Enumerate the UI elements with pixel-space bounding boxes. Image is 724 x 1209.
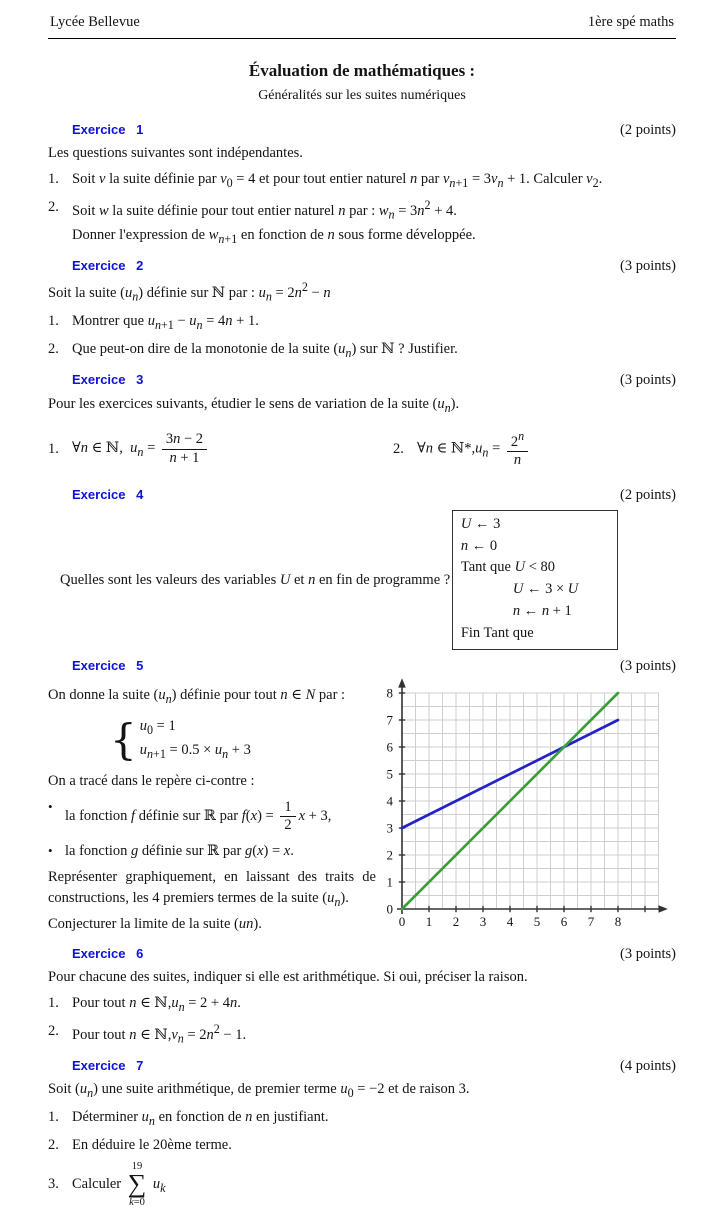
exercise-5-intro: On donne la suite $(u_n)$ définie pour tout n ∈ N par : <box>48 687 346 706</box>
item-formula: ∀n ∈ ℕ, $u_n$ = $\frac{3n - 2}{n + 1}$ <box>72 429 210 469</box>
exercise-5-label: Exercice 5 <box>72 658 144 674</box>
item-number: 1. <box>48 440 59 457</box>
document-subtitle: Généralités sur les suites numériques <box>258 87 466 103</box>
bullet-text: la fonction g définie sur ℝ par g(x) = x. <box>65 843 294 860</box>
exercise-3-points: (3 points) <box>620 372 676 389</box>
item-text: Soit v la suite définie par $v_0 = 4$ et pour tout entier naturel n par $v_{n+1} = 3v_n + 1$. Calculer $v_2$. <box>72 170 603 190</box>
exercise-6-points: (3 points) <box>620 945 676 962</box>
exercise-2-label: Exercice 2 <box>72 257 144 273</box>
bullet-icon: • <box>48 798 53 814</box>
exercise-7-points: (4 points) <box>620 1057 676 1074</box>
exercise-1-item-2b: Donner l'expression de $w_{n+1}$ en fonction de n sous forme développée. <box>72 226 476 246</box>
algorithm-line: n ← 0 <box>460 537 498 554</box>
exercise-7-item-1 <box>48 1107 676 1130</box>
item-number: 2. <box>48 1137 59 1154</box>
item-text: Pour tout n ∈ $ℕ,u_n = 2 + 4n$. <box>72 994 241 1014</box>
svg-text:7: 7 <box>386 712 393 728</box>
page-header <box>48 10 676 39</box>
exercise-1-label: Exercice 1 <box>72 121 144 137</box>
item-text: Déterminer $u_n$ en fonction de n en justifiant. <box>72 1109 329 1129</box>
svg-text:3: 3 <box>479 914 487 930</box>
exercise-2-heading <box>48 256 676 277</box>
svg-text:0: 0 <box>398 914 406 930</box>
exercise-2-item-1 <box>48 311 676 334</box>
exercise-6-heading <box>48 944 676 965</box>
svg-text:8: 8 <box>614 914 622 930</box>
exercise-1-item-1 <box>48 169 676 192</box>
exercise-4-question: Quelles sont les valeurs des variables U et n en fin de programme ? <box>60 571 451 588</box>
svg-text:5: 5 <box>533 914 541 930</box>
svg-text:6: 6 <box>560 914 568 930</box>
document-title: Évaluation de mathématiques : <box>248 60 476 80</box>
bullet-text: la fonction f définie sur ℝ par f(x) = $\frac{1}{2}$ x + 3, <box>65 798 332 834</box>
sequence-graph <box>376 667 676 942</box>
svg-text:6: 6 <box>386 739 393 755</box>
class-name: 1ère spé maths <box>587 14 674 30</box>
exercise-4-points: (2 points) <box>620 487 676 504</box>
svg-text:4: 4 <box>386 793 393 809</box>
exercise-4-label: Exercice 4 <box>72 487 144 503</box>
svg-text:2: 2 <box>386 847 393 863</box>
exercise-5-conjecture: Conjecturer la limite de la suite (un). <box>48 915 262 932</box>
svg-text:8: 8 <box>386 685 393 701</box>
algorithm-box <box>452 510 618 651</box>
exercise-5-text-column <box>48 679 376 937</box>
item-number: 1. <box>48 170 59 187</box>
item-number: 1. <box>48 313 59 330</box>
exercise-3-formulas <box>48 427 676 472</box>
algorithm-line: Tant que U < 80 <box>460 559 556 576</box>
svg-text:2: 2 <box>452 914 460 930</box>
cases-brace: { <box>110 714 137 764</box>
algorithm-line: n ← n + 1 <box>512 602 572 619</box>
item-number: 3. <box>48 1176 59 1193</box>
exercise-3-item-1 <box>48 427 393 472</box>
exercise-7-label: Exercice 7 <box>72 1057 144 1073</box>
recurrence-cases <box>110 716 251 763</box>
algorithm-line: U ← 3 × U <box>512 581 579 598</box>
item-number: 2. <box>48 341 59 358</box>
exercise-1-item-2 <box>48 197 676 224</box>
algorithm-line: U ← 3 <box>460 515 501 532</box>
exercise-6-item-2 <box>48 1021 676 1048</box>
exercise-5-body <box>48 679 676 942</box>
svg-text:5: 5 <box>386 766 393 782</box>
cases-line-1: $u_0 = 1$ <box>139 718 176 737</box>
algorithm-line: Fin Tant que <box>460 624 534 641</box>
item-number: 2. <box>48 1022 59 1039</box>
cases-lines <box>140 716 251 763</box>
exercise-7-heading <box>48 1056 676 1077</box>
item-formula: ∀n ∈ $ℕ*,u_n$ = $\frac{2^n}{n}$ <box>417 427 531 472</box>
exercise-3-label: Exercice 3 <box>72 372 144 388</box>
item-text: Soit w la suite définie pour tout entier naturel n par : $w_n = 3n^2 + 4$. <box>72 197 457 222</box>
exercise-4-heading <box>48 485 676 506</box>
svg-text:4: 4 <box>506 914 514 930</box>
exercise-2-item-2 <box>48 339 676 362</box>
exercise-7-item-2 <box>48 1135 676 1156</box>
exercise-7-item-3 <box>48 1161 676 1209</box>
exercise-1-intro: Les questions suivantes sont indépendantes. <box>48 145 303 162</box>
item-text: En déduire le 20ème terme. <box>72 1137 232 1154</box>
exercise-1-points: (2 points) <box>620 121 676 138</box>
item-text: Montrer que $u_{n+1} - u_n = 4n + 1$. <box>72 313 259 332</box>
exercise-1-heading <box>48 120 676 141</box>
exercise-2-points: (3 points) <box>620 257 676 274</box>
exercise-6-item-1 <box>48 993 676 1016</box>
svg-text:1: 1 <box>386 874 393 890</box>
svg-text:7: 7 <box>587 914 595 930</box>
exercise-5-points: (3 points) <box>620 658 676 675</box>
item-number: 1. <box>48 994 59 1011</box>
exercise-5-traced: On a tracé dans le repère ci-contre : <box>48 773 255 790</box>
cases-line-2: $u_{n+1} = 0.5 \times u_n + 3$ <box>139 742 251 761</box>
item-number: 2. <box>393 440 404 457</box>
exercise-5-bullet-1 <box>48 797 376 837</box>
exercise-6-intro: Pour chacune des suites, indiquer si elle est arithmétique. Si oui, préciser la raison. <box>48 969 528 986</box>
exercise-7-intro: Soit $(u_n)$ une suite arithmétique, de premier terme $u_0 = -2$ et de raison 3. <box>48 1081 470 1101</box>
exercise-3-item-2 <box>393 427 531 472</box>
item-text: Calculer 19 ∑ k=0 $u_k$ <box>72 1160 166 1209</box>
item-number: 2. <box>48 198 59 215</box>
exercise-5-instruction: Représenter graphiquement, en laissant des traits de constructions, les 4 premiers termes de la suite $(u_n)$. <box>48 869 376 909</box>
exercise-3-heading <box>48 370 676 391</box>
exercise-2-intro: Soit la suite $(u_n)$ définie sur ℕ par : $u_n = 2n^2 - n$ <box>48 280 331 304</box>
exercise-6-label: Exercice 6 <box>72 945 144 961</box>
exercise-5-bullet-2 <box>48 841 376 862</box>
bullet-icon: • <box>48 843 53 859</box>
school-name: Lycée Bellevue <box>50 14 140 30</box>
exercise-4-body <box>48 510 676 651</box>
item-text: Que peut-on dire de la monotonie de la suite $(u_n)$ sur ℕ ? Justifier. <box>72 341 458 361</box>
item-text: Pour tout n ∈ $ℕ,v_n = 2n^2 - 1$. <box>72 1021 247 1046</box>
exercise-3-intro: Pour les exercices suivants, étudier le sens de variation de la suite $(u_n)$. <box>48 395 460 415</box>
svg-text:3: 3 <box>386 820 393 836</box>
svg-text:0: 0 <box>386 901 393 917</box>
svg-text:1: 1 <box>425 914 433 930</box>
item-number: 1. <box>48 1109 59 1126</box>
